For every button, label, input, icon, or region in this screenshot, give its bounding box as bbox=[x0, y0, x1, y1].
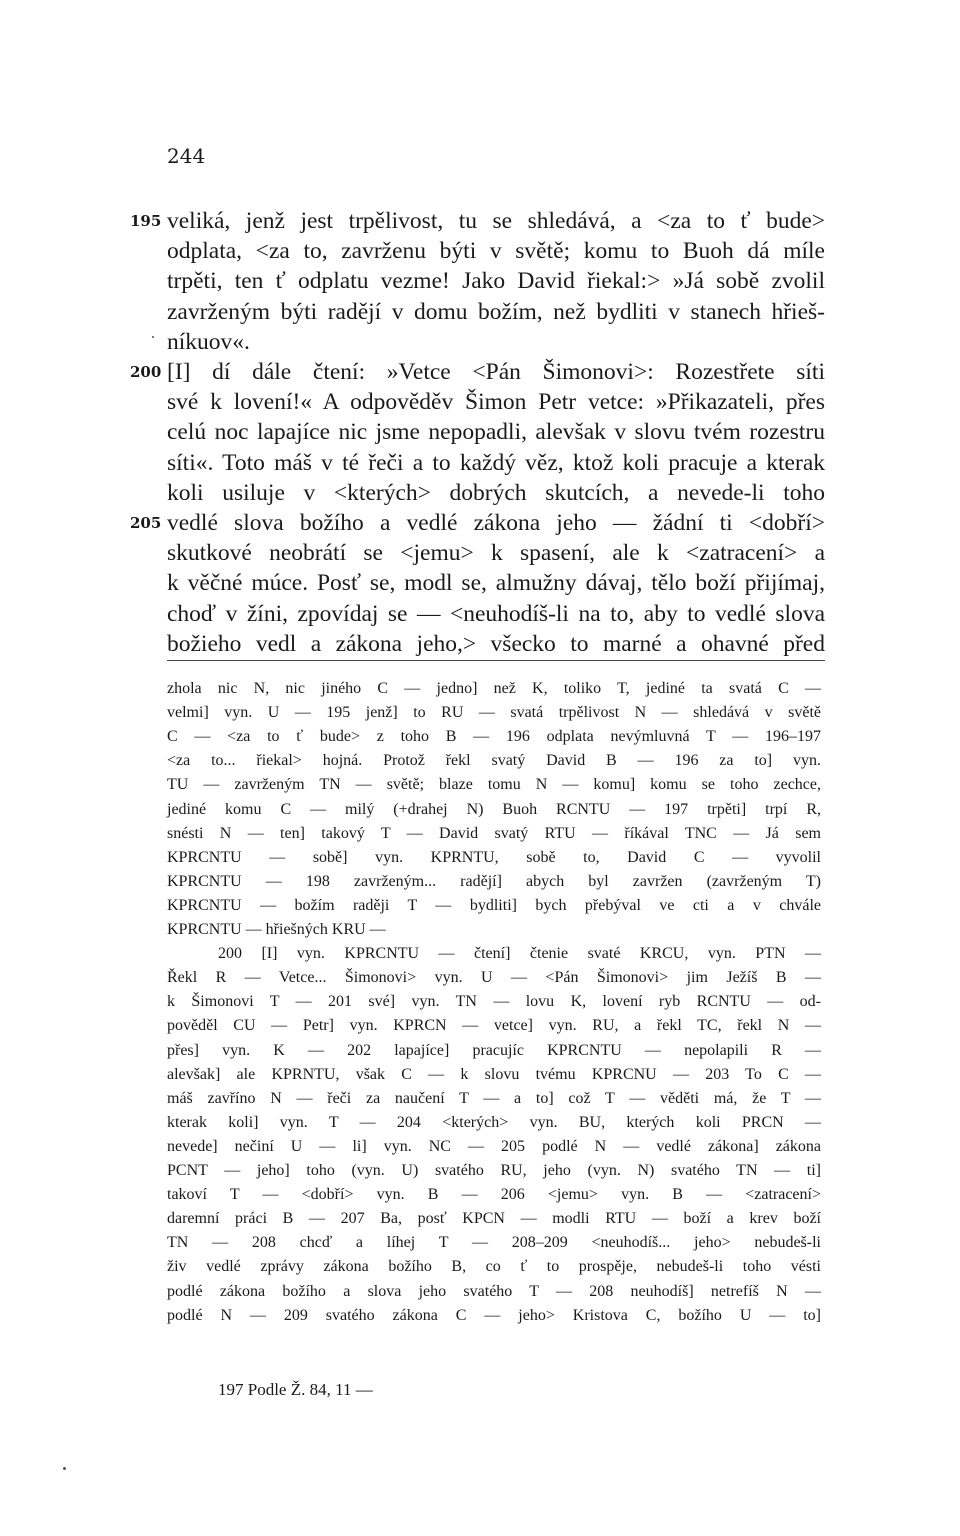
line-number: 195 bbox=[130, 212, 162, 230]
note-line bbox=[0, 894, 960, 918]
note-text: takoví T — <dobří> vyn. B — 206 <jemu> vyn. B — <zatracení> bbox=[167, 1186, 821, 1204]
text-line bbox=[0, 448, 960, 479]
scan-speck bbox=[63, 1467, 66, 1470]
text-line bbox=[0, 266, 960, 297]
note-text: KPRCNTU — sobě] vyn. KPRNTU, sobě to, David C — vyvolil bbox=[167, 848, 821, 866]
note-line bbox=[0, 822, 960, 846]
line-text: k věčné múce. Posť se, modl se, almužny dávaj, tělo boží přijímaj, bbox=[167, 570, 825, 597]
text-line bbox=[0, 599, 960, 630]
line-text: celú noc lapajíce nic jsme nepopadli, alevšak v slovu tvém rozestru bbox=[167, 419, 825, 446]
note-line bbox=[0, 1159, 960, 1183]
line-text: veliká, jenž jest trpělivost, tu se shledává, a <za to ť bude> bbox=[167, 208, 825, 234]
note-text: kterak koli] vyn. T — 204 <kterých> vyn. BU, kterých koli PRCN — bbox=[167, 1113, 821, 1131]
note-text: Řekl R — Vetce... Šimonovi> vyn. U — <Pán Šimonovi> jim Ježíš B — bbox=[167, 969, 821, 987]
line-text: [I] dí dále čtení: »Vetce <Pán Šimonovi>: Rozestřete síti bbox=[167, 359, 825, 385]
text-line bbox=[0, 478, 960, 509]
note-line bbox=[0, 870, 960, 894]
line-text: koli usiluje v <kterých> dobrých skutcích, a nevede-li toho bbox=[167, 479, 825, 506]
note-text: 200 [I] vyn. KPRCNTU — čtení] čtenie svaté KRCU, vyn. PTN — bbox=[218, 945, 821, 963]
note-line bbox=[0, 1039, 960, 1063]
note-line bbox=[0, 918, 960, 942]
note-line bbox=[0, 990, 960, 1014]
note-line bbox=[0, 1135, 960, 1159]
note-text: PCNT — jeho] toho (vyn. U) svatého RU, jeho (vyn. N) svatého TN — ti] bbox=[167, 1162, 821, 1179]
line-text: trpěti, ten ť odplatu vezme! Jako David řiekal:> »Já sobě zvolil bbox=[167, 268, 825, 295]
text-line bbox=[0, 387, 960, 418]
line-number: 200 bbox=[130, 363, 162, 381]
footnote-separator bbox=[167, 660, 825, 661]
note-line bbox=[0, 1063, 960, 1087]
note-line bbox=[0, 1183, 960, 1207]
note-text: máš zavříno N — řeči za naučení T — a to] což T — věděti má, že T — bbox=[167, 1089, 821, 1107]
text-line bbox=[0, 568, 960, 599]
note-line bbox=[0, 942, 960, 966]
note-text: velmi] vyn. U — 195 jenž] to RU — svatá trpělivost N — shledává v světě bbox=[167, 704, 821, 722]
text-line bbox=[0, 357, 960, 388]
note-text: podlé N — 209 svatého zákona C — jeho> Kristova C, božího U — to] bbox=[167, 1306, 821, 1324]
note-text: KPRCNTU — hřiešných KRU — bbox=[167, 921, 386, 938]
line-text: své k lovení!« A odpověděv Šimon Petr vetce: »Přikazateli, přes bbox=[167, 389, 825, 416]
text-line bbox=[0, 236, 960, 267]
line-text: síti«. Toto máš v té řeči a to každý věz, ktož koli pracuje a kterak bbox=[167, 449, 825, 476]
line-text: božieho vedl a zákona jeho,> všecko to marné a ohavné před bbox=[167, 630, 825, 657]
note-text: nevede] nečiní U — li] vyn. NC — 205 podlé N — vedlé zákona] zákona bbox=[167, 1137, 821, 1155]
note-line bbox=[0, 1207, 960, 1231]
note-text: podlé zákona božího a slova jeho svatého T — 208 neuhodíš] netrefíš N — bbox=[167, 1282, 821, 1300]
line-text: vedlé slova božího a vedlé zákona jeho — žádní ti <dobří> bbox=[167, 510, 825, 536]
text-line bbox=[0, 629, 960, 660]
text-line bbox=[0, 508, 960, 539]
note-line bbox=[0, 1014, 960, 1038]
note-text: TU — zavrženým TN — světě; blaze tomu N — komu] komu se toho zechce, bbox=[167, 776, 821, 794]
note-line bbox=[0, 798, 960, 822]
note-text: pověděl CU — Petr] vyn. KPRCN — vetce] vyn. RU, a řekl TC, řekl N — bbox=[167, 1017, 821, 1035]
note-text: alevšak] ale KPRNTU, však C — k slovu tvému KPRCNU — 203 To C — bbox=[167, 1065, 821, 1083]
note-text: <za to... řiekal> hojná. Protož řekl svatý David B — 196 za to] vyn. bbox=[167, 752, 821, 770]
text-line bbox=[0, 206, 960, 237]
text-line bbox=[0, 538, 960, 569]
line-text: níkuov«. bbox=[167, 328, 250, 355]
note-line bbox=[0, 749, 960, 773]
note-line bbox=[0, 1255, 960, 1279]
note-text: snésti N — ten] takový T — David svatý RTU — říkával TNC — Já sem bbox=[167, 824, 821, 842]
note-line bbox=[0, 701, 960, 725]
note-text: C — <za to ť bude> z toho B — 196 odplata nevýmluvná T — 196–197 bbox=[167, 728, 821, 746]
note-text: KPRCNTU — 198 zavrženým... radějí] abych byl zavržen (zavrženým T) bbox=[167, 872, 821, 890]
note-line bbox=[0, 773, 960, 797]
text-line bbox=[0, 417, 960, 448]
note-line bbox=[0, 1087, 960, 1111]
text-line bbox=[0, 297, 960, 328]
scan-speck bbox=[152, 336, 154, 338]
note-line bbox=[0, 1304, 960, 1328]
note-text: TN — 208 chcď a líhej T — 208–209 <neuhodíš... jeho> nebudeš-li bbox=[167, 1234, 821, 1252]
note-text: přes] vyn. K — 202 lapajíce] pracujíc KPRCNTU — nepolapili R — bbox=[167, 1041, 821, 1059]
note-text: KPRCNTU — božím raději T — bydliti] bych přebýval ve cti a v chvále bbox=[167, 896, 821, 914]
note-line bbox=[0, 725, 960, 749]
note-line bbox=[0, 846, 960, 870]
note-text: zhola nic N, nic jiného C — jedno] než K, toliko T, jediné ta svatá C — bbox=[167, 680, 821, 697]
page-number: 244 bbox=[167, 144, 206, 168]
line-text: odplata, <za to, zavrženu býti v světě; komu to Buoh dá míle bbox=[167, 238, 825, 265]
note-line bbox=[0, 677, 960, 701]
line-number: 205 bbox=[130, 514, 162, 532]
note-text: živ vedlé zprávy zákona božího B, co ť to prospěje, nebudeš-li toho vésti bbox=[167, 1258, 821, 1276]
bottom-reference: 197 Podle Ž. 84, 11 — bbox=[218, 1380, 373, 1399]
note-text: jediné komu C — milý (+drahej N) Buoh RCNTU — 197 trpěti] trpí R, bbox=[167, 800, 821, 818]
note-line bbox=[0, 1231, 960, 1255]
line-text: skutkové neobrátí se <jemu> k spasení, ale k <zatracení> a bbox=[167, 540, 825, 567]
note-line bbox=[0, 966, 960, 990]
line-text: zavrženým býti radějí v domu božím, než bydliti v stanech hřieš- bbox=[167, 298, 825, 325]
text-line bbox=[0, 327, 960, 358]
note-line bbox=[0, 1111, 960, 1135]
note-line bbox=[0, 1280, 960, 1304]
note-text: k Šimonovi T — 201 své] vyn. TN — lovu K, lovení ryb RCNTU — od- bbox=[167, 993, 821, 1011]
note-text: daremní práci B — 207 Ba, posť KPCN — modli RTU — boží a krev boží bbox=[167, 1210, 821, 1228]
line-text: choď v žíni, zpovídaj se — <neuhodíš-li na to, aby to vedlé slova bbox=[167, 600, 825, 627]
